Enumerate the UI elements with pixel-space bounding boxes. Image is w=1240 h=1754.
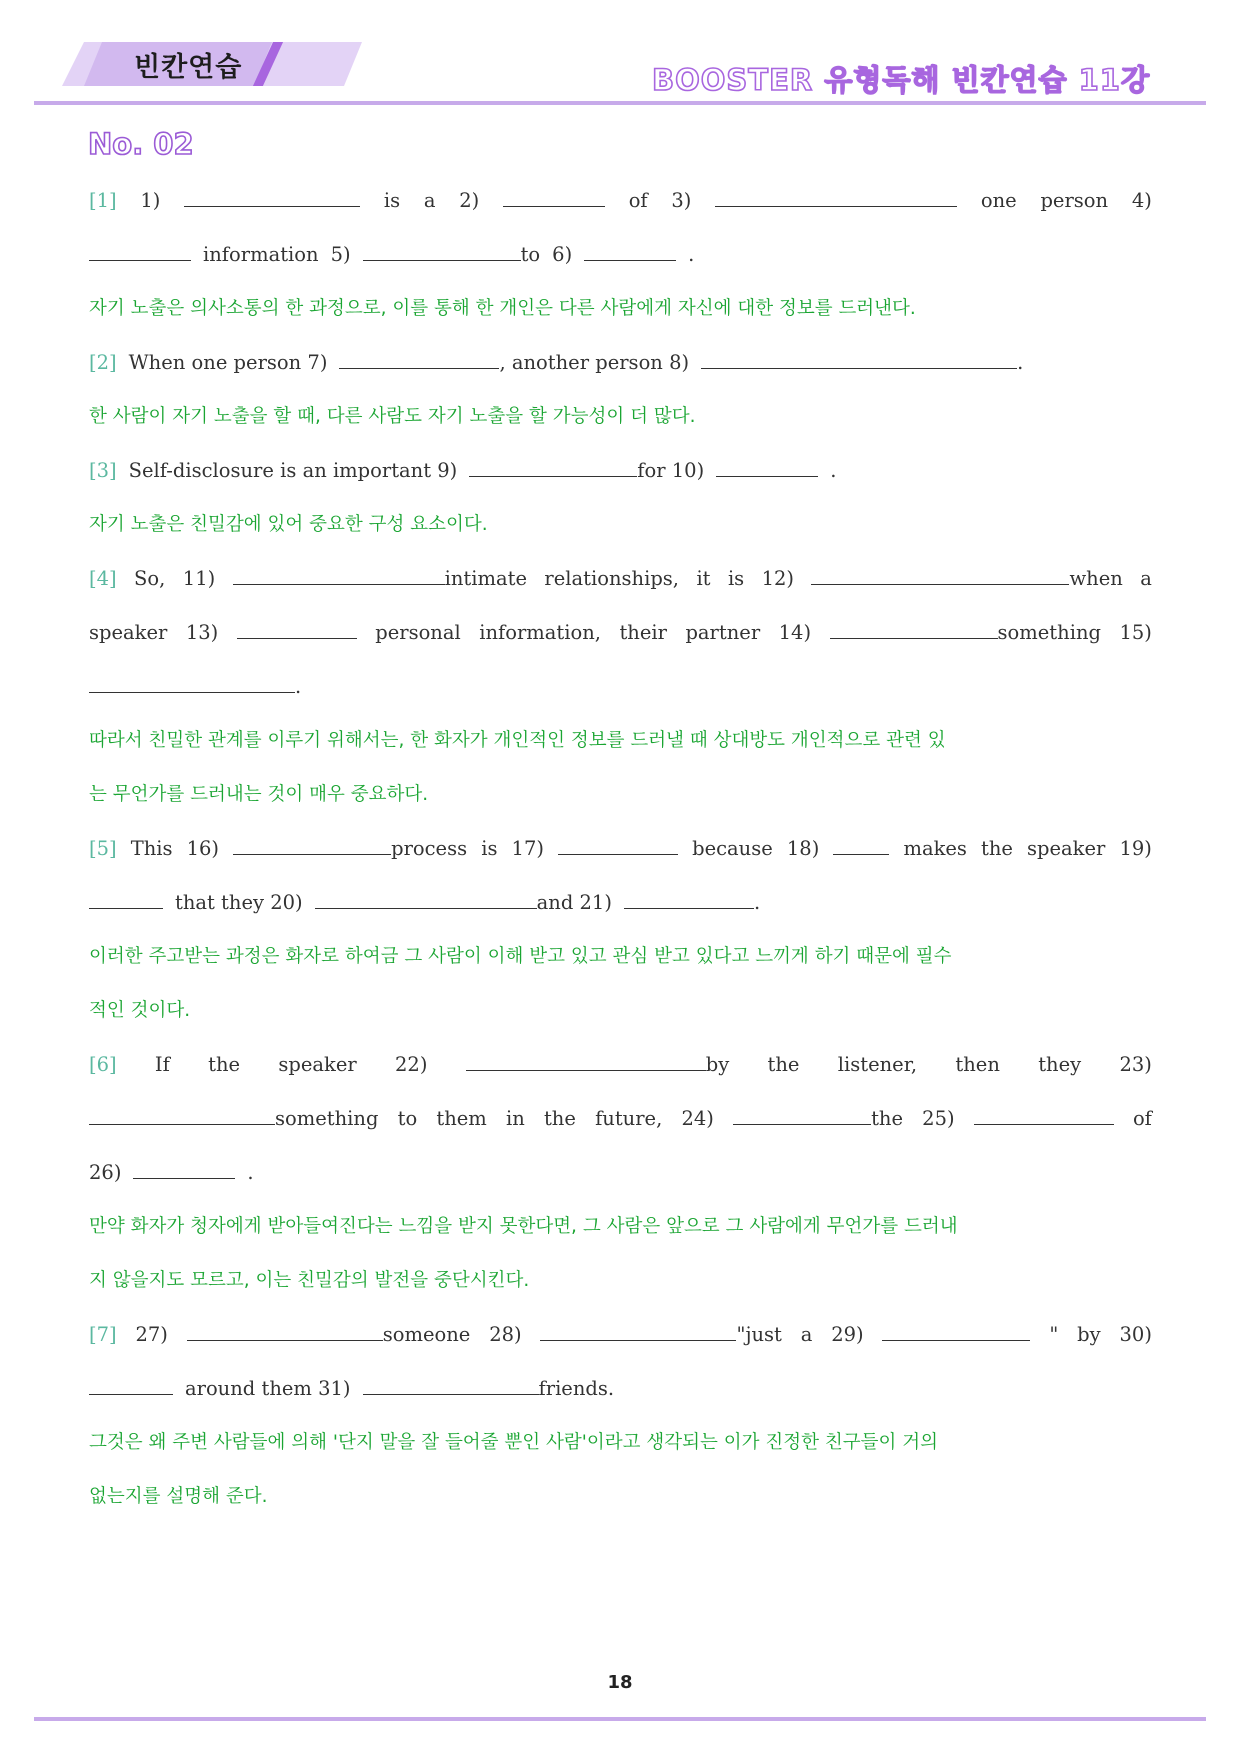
blank xyxy=(339,350,499,369)
word: the xyxy=(543,1107,576,1130)
word: because xyxy=(692,837,773,860)
word: information xyxy=(203,243,319,266)
blank-number: 15) xyxy=(1119,621,1152,644)
blank xyxy=(89,1106,275,1125)
blank xyxy=(733,1106,871,1125)
sentence-text: for 10) xyxy=(637,459,705,482)
word: speaker xyxy=(278,1053,357,1076)
blank-number: 12) xyxy=(761,567,795,590)
word: then xyxy=(955,1053,1000,1076)
blank xyxy=(716,458,818,477)
blank-number: 4) xyxy=(1131,189,1152,212)
word: speaker xyxy=(1027,837,1106,860)
word: intimate xyxy=(444,567,527,590)
punctuation: . xyxy=(688,243,695,266)
word: one xyxy=(980,189,1017,212)
word: by xyxy=(1077,1323,1101,1346)
word: personal xyxy=(375,621,461,644)
word: in xyxy=(505,1107,525,1130)
blank xyxy=(540,1322,736,1341)
blank-number: 27) xyxy=(135,1323,168,1346)
word: If xyxy=(154,1053,170,1076)
sentence-2-line-1 xyxy=(89,350,1152,404)
blank xyxy=(89,674,295,693)
blank-number: 11) xyxy=(182,567,216,590)
sentence-7-translation-1: 그것은 왜 주변 사람들에 의해 '단지 말을 잘 들어줄 뿐인 사람'이라고 생각되는 이가 진정한 친구들이 거의 xyxy=(89,1432,938,1453)
punctuation: . xyxy=(1017,351,1024,374)
word: partner xyxy=(685,621,761,644)
word: someone xyxy=(382,1323,471,1346)
blank-number: 24) xyxy=(681,1107,714,1130)
sentence-7-translation-2: 없는지를 설명해 준다. xyxy=(89,1486,268,1507)
blank xyxy=(89,242,191,261)
blank xyxy=(184,188,360,207)
sentence-4-line-2 xyxy=(89,620,1152,674)
sentence-number: [7] xyxy=(89,1323,117,1346)
word: information, xyxy=(479,621,601,644)
blank xyxy=(466,1052,706,1071)
sentence-number: [4] xyxy=(89,567,117,590)
blank-number: 22) xyxy=(395,1053,428,1076)
blank-number: 16) xyxy=(186,837,220,860)
sentence-text: Self-disclosure is an important 9) xyxy=(128,459,458,482)
page-number: 18 xyxy=(607,1672,633,1693)
blank-number: 26) xyxy=(89,1161,122,1184)
blank xyxy=(363,1376,539,1395)
section-tab xyxy=(62,42,362,86)
word: listener, xyxy=(837,1053,918,1076)
blank-number: 28) xyxy=(489,1323,522,1346)
word: them xyxy=(436,1107,487,1130)
sentence-number: [1] xyxy=(89,189,117,212)
word: they xyxy=(1038,1053,1082,1076)
blank xyxy=(363,242,521,261)
word: a xyxy=(800,1323,813,1346)
blank xyxy=(469,458,637,477)
sentence-6-line-2 xyxy=(89,1106,1152,1160)
blank-number: 2) xyxy=(459,189,480,212)
header-rule xyxy=(34,101,1206,105)
sentence-1-line-2 xyxy=(89,242,1152,296)
word: of xyxy=(628,189,648,212)
punctuation: . xyxy=(295,675,302,698)
blank xyxy=(187,1322,383,1341)
punctuation: . xyxy=(830,459,837,482)
blank xyxy=(237,620,357,639)
sentence-text: , another person 8) xyxy=(499,351,690,374)
word: it xyxy=(696,567,711,590)
punctuation: " xyxy=(1049,1323,1059,1346)
blank xyxy=(233,836,391,855)
blank-number: 17) xyxy=(511,837,544,860)
sentence-number: [3] xyxy=(89,459,117,482)
sentence-text: and 21) xyxy=(536,891,612,914)
blank-number: 30) xyxy=(1119,1323,1152,1346)
blank xyxy=(558,836,678,855)
sentence-7-line-2 xyxy=(89,1376,1152,1430)
blank xyxy=(133,1160,235,1179)
word: "just xyxy=(736,1323,782,1346)
word: speaker xyxy=(89,621,168,644)
blank xyxy=(233,566,445,585)
punctuation: . xyxy=(753,891,761,914)
blank-number: 1) xyxy=(140,189,161,212)
sentence-2-translation: 한 사람이 자기 노출을 할 때, 다른 사람도 자기 노출을 할 가능성이 더 많다. xyxy=(89,406,696,427)
sentence-3-translation: 자기 노출은 친밀감에 있어 중요한 구성 요소이다. xyxy=(89,514,488,535)
word: the xyxy=(871,1107,903,1130)
word: process xyxy=(391,837,468,860)
blank xyxy=(584,242,676,261)
sentence-4-line-3 xyxy=(89,674,1152,728)
word: of xyxy=(1132,1107,1152,1130)
word: makes xyxy=(903,837,967,860)
sentence-6-translation-2: 지 않을지도 모르고, 이는 친밀감의 발전을 중단시킨다. xyxy=(89,1270,530,1291)
blank-number: 3) xyxy=(671,189,692,212)
sentence-4-translation-2: 는 무언가를 드러내는 것이 매우 중요하다. xyxy=(89,784,429,805)
punctuation: . xyxy=(247,1161,254,1184)
word: to xyxy=(397,1107,418,1130)
word: person xyxy=(1040,189,1109,212)
blank xyxy=(974,1106,1114,1125)
sentence-6-line-3 xyxy=(89,1160,1152,1214)
problem-number: No. 02 xyxy=(88,127,194,161)
sentence-4-line-1 xyxy=(89,566,1152,620)
word: friends. xyxy=(538,1377,615,1400)
blank xyxy=(833,836,889,855)
word: future, xyxy=(595,1107,663,1130)
sentence-6-translation-1: 만약 화자가 청자에게 받아들여진다는 느낌을 받지 못한다면, 그 사람은 앞으로 그 사람에게 무언가를 드러내 xyxy=(89,1216,958,1237)
blank xyxy=(830,620,998,639)
word: something xyxy=(997,621,1101,644)
blank xyxy=(503,188,605,207)
word: to xyxy=(520,243,541,266)
word: is xyxy=(727,567,745,590)
booster-title: BOOSTER 유형독해 빈칸연습 11강 xyxy=(652,63,1150,97)
sentence-1-translation: 자기 노출은 의사소통의 한 과정으로, 이를 통해 한 개인은 다른 사람에게 자신에 대한 정보를 드러낸다. xyxy=(89,298,916,319)
blank-number: 18) xyxy=(786,837,820,860)
blank-number: 19) xyxy=(1119,837,1152,860)
blank-number: 29) xyxy=(831,1323,864,1346)
sentence-6-line-1 xyxy=(89,1052,1152,1106)
blank-number: 5) xyxy=(330,243,351,266)
sentence-number: [2] xyxy=(89,351,117,374)
word: by xyxy=(705,1053,730,1076)
section-tab-label: 빈칸연습 xyxy=(134,52,243,83)
blank-number: 25) xyxy=(922,1107,955,1130)
sentence-5-translation-2: 적인 것이다. xyxy=(89,1000,191,1021)
blank xyxy=(715,188,957,207)
sentence-3-line-1 xyxy=(89,458,1152,512)
blank xyxy=(701,350,1017,369)
word: their xyxy=(619,621,667,644)
blank-number: 13) xyxy=(185,621,219,644)
worksheet-body xyxy=(89,188,1152,1538)
word: is xyxy=(481,837,498,860)
blank xyxy=(624,890,754,909)
sentence-5-line-1 xyxy=(89,836,1152,890)
sentence-5-line-2 xyxy=(89,890,1152,944)
footer-rule xyxy=(34,1717,1206,1721)
word: a xyxy=(423,189,436,212)
word: relationships, xyxy=(544,567,680,590)
word: the xyxy=(208,1053,241,1076)
blank-number: 23) xyxy=(1119,1053,1152,1076)
word: the xyxy=(981,837,1013,860)
word: when xyxy=(1069,567,1123,590)
word: is xyxy=(383,189,401,212)
sentence-5-translation-1: 이러한 주고받는 과정은 화자로 하여금 그 사람이 이해 받고 있고 관심 받고 있다고 느끼게 하기 때문에 필수 xyxy=(89,946,952,967)
word: This xyxy=(130,837,173,860)
word: So, xyxy=(134,567,166,590)
sentence-number: [6] xyxy=(89,1053,117,1076)
sentence-text: around them 31) xyxy=(185,1377,351,1400)
sentence-number: [5] xyxy=(89,837,117,860)
blank xyxy=(89,1376,173,1395)
sentence-4-translation-1: 따라서 친밀한 관계를 이루기 위해서는, 한 화자가 개인적인 정보를 드러낼 때 상대방도 개인적으로 관련 있 xyxy=(89,730,946,751)
word: something xyxy=(275,1107,379,1130)
sentence-1-line-1 xyxy=(89,188,1152,242)
blank xyxy=(315,890,537,909)
blank xyxy=(882,1322,1030,1341)
word: the xyxy=(767,1053,800,1076)
blank-number: 6) xyxy=(552,243,573,266)
sentence-text: that they 20) xyxy=(175,891,303,914)
sentence-7-line-1 xyxy=(89,1322,1152,1376)
blank xyxy=(811,566,1069,585)
blank xyxy=(89,890,163,909)
blank-number: 14) xyxy=(778,621,812,644)
word: a xyxy=(1140,567,1152,590)
sentence-text: When one person 7) xyxy=(128,351,328,374)
